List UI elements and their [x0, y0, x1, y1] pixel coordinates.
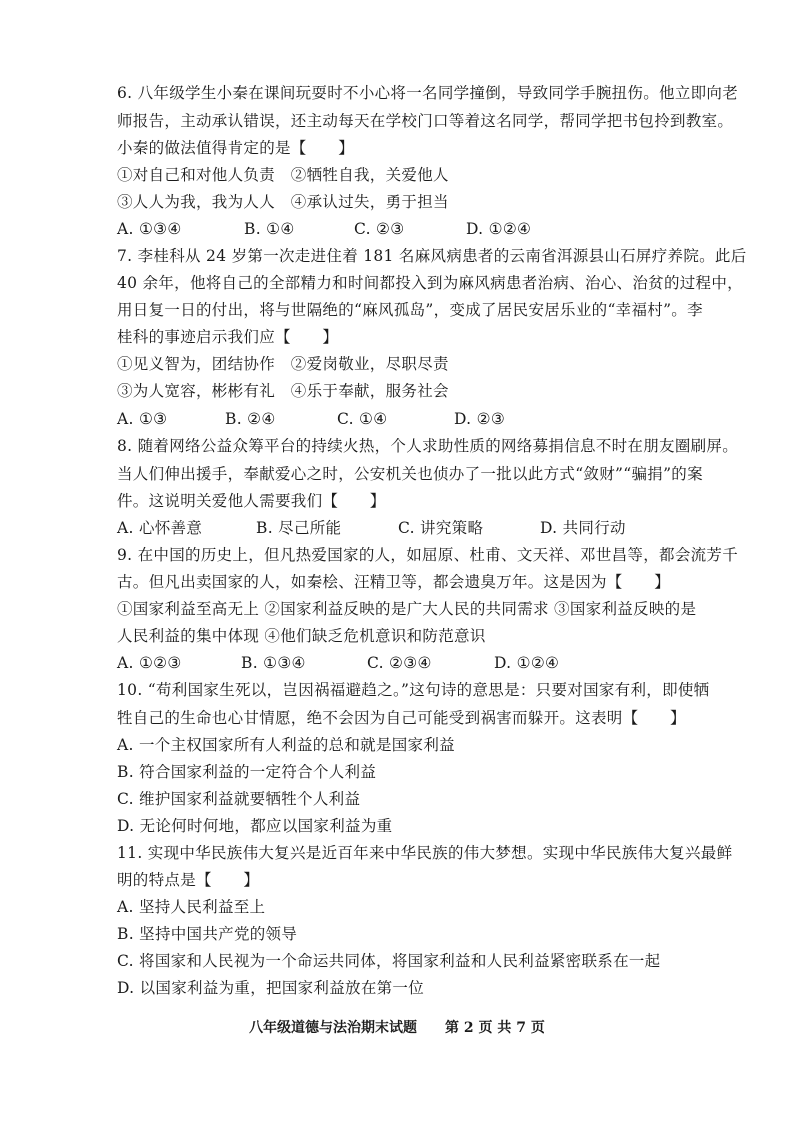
question-11-option-d: D. 以国家利益为重，把国家利益放在第一位 — [117, 979, 425, 997]
question-6-option-d: D. ①②④ — [466, 220, 532, 238]
question-6-option-a: A. ①③④ — [117, 220, 182, 238]
question-11-option-c: C. 将国家和人民视为一个命运共同体，将国家利益和人民利益紧密联系在一起 — [117, 952, 661, 970]
question-8-stem-line-1: 8. 随着网络公益众筹平台的持续火热，个人求助性质的网络募捐信息不时在朋友圈刷屏。 — [117, 437, 739, 455]
question-7-stem-line-3: 用日复一日的付出，将与世隔绝的“麻风孤岛”，变成了居民安居乐业的“幸福村”。李 — [117, 301, 703, 319]
question-8-stem-line-2: 当人们伸出援手，奉献爱心之时，公安机关也侦办了一批以此方式“敛财”“骗捐”的案 — [117, 465, 703, 483]
question-8-stem-line-3: 件。这说明关爱他人需要我们【 】 — [117, 492, 386, 510]
question-11-option-b: B. 坚持中国共产党的领导 — [117, 925, 298, 943]
question-7-option-b: B. ②④ — [225, 410, 276, 428]
question-6-statements-line-1: ①对自己和对他人负责 ②牺牲自我，关爱他人 — [117, 166, 449, 184]
question-6-stem-line-1: 6. 八年级学生小秦在课间玩耍时不小心将一名同学撞倒，导致同学手腕扭伤。他立即向老 — [117, 84, 739, 102]
question-9-stem-line-1: 9. 在中国的历史上，但凡热爱国家的人，如屈原、杜甫、文天祥、邓世昌等，都会流芳千 — [117, 546, 739, 564]
question-8-option-a: A. 心怀善意 — [117, 519, 203, 537]
question-11-stem-line-1: 11. 实现中华民族伟大复兴是近百年来中华民族的伟大梦想。实现中华民族伟大复兴最鲜 — [117, 844, 733, 862]
question-9-statements-line-2: 人民利益的集中体现 ④他们缺乏危机意识和防范意识 — [117, 627, 486, 645]
question-7-stem-line-4: 桂科的事迹启示我们应【 】 — [117, 328, 339, 346]
question-6-stem-line-2: 师报告，主动承认错误，还主动每天在学校门口等着这名同学，帮同学把书包拎到教室。 — [117, 112, 734, 130]
question-9-option-b: B. ①③④ — [241, 654, 306, 672]
question-10-option-c: C. 维护国家利益就要牺牲个人利益 — [117, 790, 361, 808]
question-8-option-c: C. 讲究策略 — [398, 519, 484, 537]
question-7-stem-line-1: 7. 李桂科从 24 岁第一次走进住着 181 名麻风病患者的云南省洱源县山石屏疗养院。此后 — [117, 247, 747, 265]
question-9-stem-line-2: 古。但凡出卖国家的人，如秦桧、汪精卫等，都会遗臭万年。这是因为【 】 — [117, 573, 671, 591]
page-footer: 八年级道德与法治期末试题 第 2 页 共 7 页 — [249, 1020, 545, 1036]
question-10-stem-line-1: 10. “苟利国家生死以，岂因祸福避趋之。”这句诗的意思是：只要对国家有利，即使牺 — [117, 681, 710, 699]
question-7-stem-line-2: 40 余年，他将自己的全部精力和时间都投入到为麻风病患者治病、治心、治贫的过程中， — [117, 274, 743, 292]
question-6-stem-line-3: 小秦的做法值得肯定的是【 】 — [117, 139, 355, 157]
question-11-option-a: A. 坚持人民利益至上 — [117, 898, 266, 916]
question-9-option-d: D. ①②④ — [494, 654, 560, 672]
question-10-option-a: A. 一个主权国家所有人利益的总和就是国家利益 — [117, 736, 455, 754]
question-7-option-a: A. ①③ — [117, 410, 168, 428]
question-11-stem-line-2: 明的特点是【 】 — [117, 871, 260, 889]
question-6-statements-line-2: ③人人为我，我为人人 ④承认过失，勇于担当 — [117, 193, 449, 211]
question-9-option-c: C. ②③④ — [367, 654, 432, 672]
question-8-option-d: D. 共同行动 — [540, 519, 626, 537]
question-9-option-a: A. ①②③ — [117, 654, 182, 672]
question-6-option-b: B. ①④ — [244, 220, 295, 238]
question-7-option-c: C. ①④ — [337, 410, 388, 428]
question-9-statements-line-1: ①国家利益至高无上 ②国家利益反映的是广大人民的共同需求 ③国家利益反映的是 — [117, 600, 697, 618]
question-10-option-b: B. 符合国家利益的一定符合个人利益 — [117, 763, 377, 781]
question-10-option-d: D. 无论何时何地，都应以国家利益为重 — [117, 817, 393, 835]
question-7-statements-line-2: ③为人宽容，彬彬有礼 ④乐于奉献，服务社会 — [117, 382, 449, 400]
question-7-option-d: D. ②③ — [454, 410, 506, 428]
question-7-statements-line-1: ①见义智为，团结协作 ②爱岗敬业，尽职尽责 — [117, 355, 449, 373]
question-6-option-c: C. ②③ — [354, 220, 405, 238]
question-8-option-b: B. 尽己所能 — [256, 519, 342, 537]
question-10-stem-line-2: 牲自己的生命也心甘情愿，绝不会因为自己可能受到祸害而躲开。这表明【 】 — [117, 709, 686, 727]
